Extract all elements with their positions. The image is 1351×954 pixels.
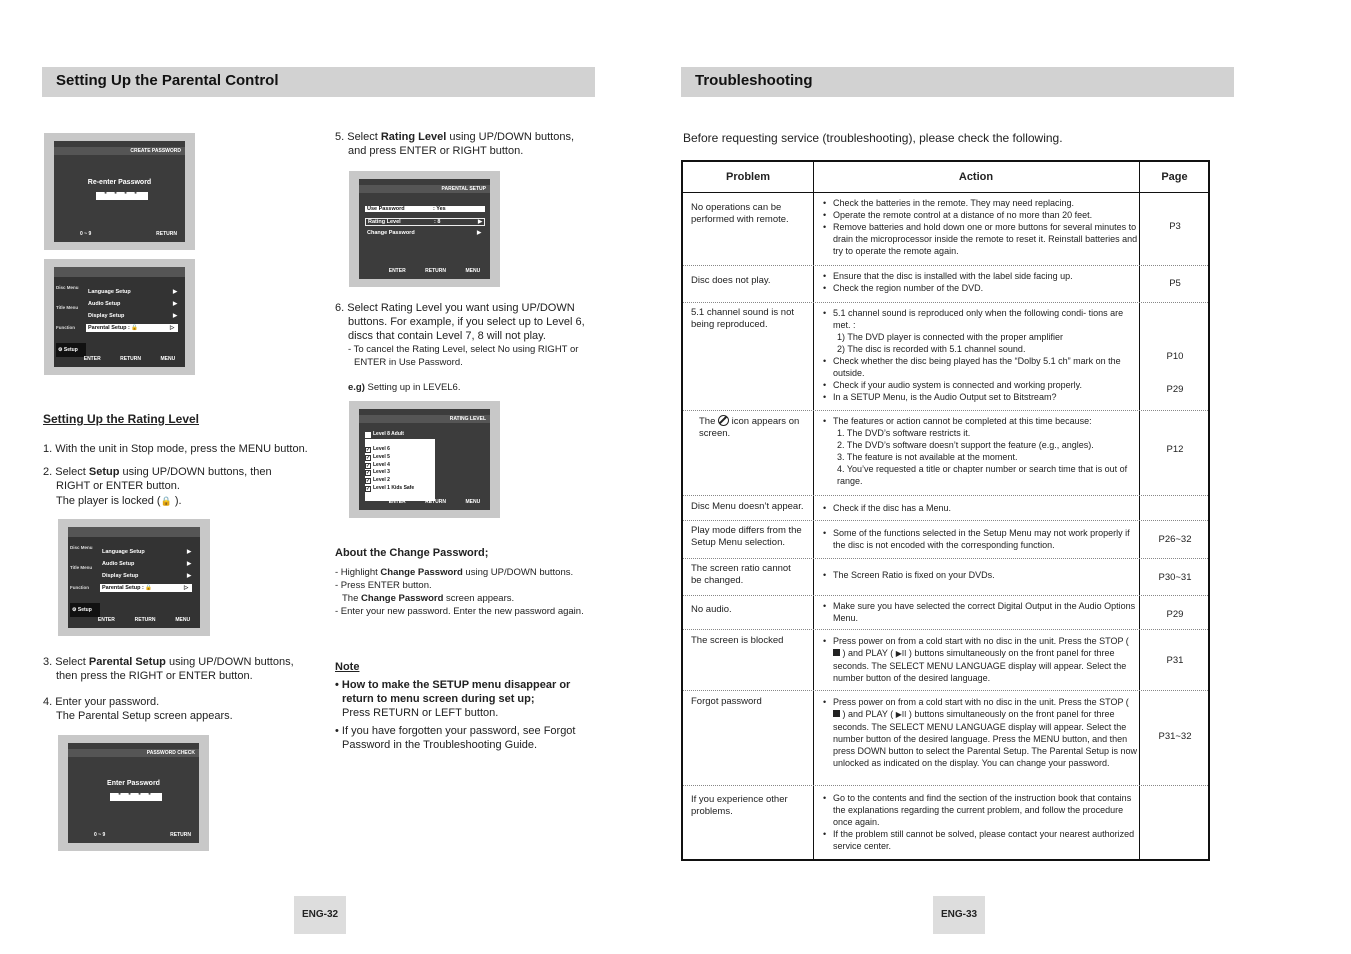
screen-bar: PASSWORD CHECK — [68, 749, 199, 757]
checked-box-icon: ✓ — [366, 478, 371, 485]
setup-menu-screenshot-2 — [58, 519, 210, 636]
table-row: Play mode differs from the Setup Menu selection. • Some of the functions selected in the Setup Menu may not work properly if the disc is not encoded with the corresponding function. P26~32 — [683, 520, 1208, 558]
checked-box-icon: ✓ — [366, 470, 371, 477]
screen-label: Re-enter Password — [87, 179, 152, 186]
unchecked-box-icon — [365, 440, 371, 446]
table-row: The screen is blocked • Press power on from a cold start with no disc in the unit. Press the STOP ( ) and PLAY ( ▶II ) buttons simultaneously on the front panel for three seconds. The SELECT MENU LANGUAGE display will appear. Select the number button of the desired language. P31 — [683, 629, 1208, 690]
table-row: Disc does not play. • Ensure that the disc is installed with the label side facing up. • Check the region number of the DVD. P5 — [683, 265, 1208, 302]
rating-level-heading: Setting Up the Rating Level — [43, 412, 200, 426]
rating-level-list — [363, 431, 443, 493]
menu-display-setup: Display Setup ▶ — [88, 313, 178, 319]
table-row: If you experience other problems. • Go to the contents and find the section of the instruction book that contains the explanations regarding the current problem, and follow the procedure once again. • If the problem still cannot be solved, please contact your nearest authorized service center. — [683, 785, 1208, 859]
lock-icon: 🔒 — [131, 325, 139, 331]
rating-level-item: ✓ Level 5 — [366, 454, 390, 462]
table-row: No operations can be performed with remote. • Check the batteries in the remote. They may need replacing. • Operate the remote control at a distance of no more than 20 feet. • Remove batteries and hold down one or more buttons for several minutes to drain the microprocessor inside the remote to reset it. Reinstall batteries and try to operate the remote again. P3 — [683, 192, 1208, 265]
table-row: Forgot password • Press power on from a cold start with no disc in the unit. Press the STOP ( ) and PLAY ( ▶II ) buttons simultaneously on the front panel for three seconds. The SELECT MENU LANGUAGE display will appear. Select the number button of the desired language. Press the MENU button, and then press DOWN button to select the Parental Setup. The Parental Setup is now unlocked as indicated on the display. You can change your password. P31~32 — [683, 690, 1208, 785]
menu-hint: MENU — [465, 499, 481, 505]
password-field: * * * * — [110, 793, 162, 801]
return-hint: RETURN — [120, 356, 142, 362]
step-6: 6. Select Rating Level you want using UP/DOWN buttons. For example, if you select up to Level 6, discs that contain Level 7, 8 will not play. - To cancel the Rating Level, select No using RIGHT or ENTER in Use Password. — [335, 302, 585, 368]
return-hint: RETURN — [156, 231, 177, 237]
create-password-screenshot — [44, 133, 195, 250]
table-row: Disc Menu doesn’t appear. • Check if the disc has a Menu. — [683, 495, 1208, 520]
header-problem: Problem — [725, 171, 770, 183]
side-title-menu: Title Menu — [56, 305, 79, 310]
row-rating-level: Rating Level : 8 ▶ — [365, 218, 485, 226]
troubleshooting-table — [681, 160, 1210, 861]
example-note: e.g) Setting up in LEVEL6. — [348, 382, 461, 393]
screen-label: Enter Password — [107, 780, 160, 787]
rating-level-item: ✓ Level 2 — [366, 477, 390, 485]
lock-icon: 🔒 — [145, 585, 153, 591]
unchecked-box-icon — [365, 432, 371, 438]
page-title-parental: Setting Up the Parental Control — [42, 67, 595, 97]
rating-level-item: ✓ Level 6 — [366, 446, 390, 454]
menu-audio-setup: Audio Setup ▶ — [102, 561, 192, 567]
stop-icon — [833, 710, 840, 717]
return-hint: RETURN — [425, 268, 447, 274]
checked-box-icon: ✓ — [366, 447, 371, 454]
change-password-steps: - Highlight Change Password using UP/DOWN buttons. - Press ENTER button. The Change Password screen appears. - Enter your new password. Enter the new password again. — [335, 567, 584, 617]
side-disc-menu: Disc Menu — [56, 285, 79, 290]
note-body: • How to make the SETUP menu disappear or return to menu screen during set up; Press RETURN or LEFT button. • If you have forgotten your password, see Forgot Password in the Troubleshooting Guide. — [335, 679, 576, 751]
menu-hint: MENU — [160, 356, 176, 362]
page-number-left: ENG-32 — [294, 896, 346, 934]
rating-level-item: ✓ Level 4 — [366, 461, 390, 469]
step-3: 3. Select Parental Setup using UP/DOWN buttons, then press the RIGHT or ENTER button. — [43, 656, 294, 682]
side-setup: ⚙ Setup — [70, 603, 100, 617]
menu-parental-setup: Parental Setup : 🔒 ▷ — [100, 584, 192, 592]
side-disc-menu: Disc Menu — [70, 545, 93, 550]
enter-hint: ENTER — [97, 617, 115, 623]
checked-box-icon: ✓ — [366, 462, 371, 469]
page-title-troubleshooting: Troubleshooting — [681, 67, 1234, 97]
rating-level-screenshot — [349, 401, 500, 518]
gear-icon: ⚙ — [58, 347, 63, 353]
play-pause-icon: ▶II — [895, 649, 907, 658]
menu-hint: MENU — [465, 268, 481, 274]
rating-level-item: Level 8 Adult — [363, 431, 443, 439]
table-row: 5.1 channel sound is not being reproduced. • 5.1 channel sound is reproduced only when the following condi- tions are met. : 1) The DVD player is connected with the proper amplifier 2) The disc is recorded with 5.1 channel sound. • Check whether the disc being played has the “Dolby 5.1 ch” mark on the outside. • Check if your audio system is connected and working properly. • In a SETUP Menu, is the Audio Output set to Bitstream? P10 P29 — [683, 302, 1208, 410]
header-page: Page — [1161, 171, 1188, 183]
rating-level-item: Level 7 — [363, 439, 443, 447]
password-field: * * * * — [96, 192, 148, 200]
side-setup: ⚙ Setup — [56, 343, 86, 357]
enter-hint: ENTER — [83, 356, 101, 362]
password-check-screenshot — [58, 735, 209, 851]
prohibited-icon — [718, 415, 729, 426]
change-password-heading: About the Change Password; — [335, 547, 489, 559]
parental-setup-screenshot — [349, 171, 500, 287]
digit-hint: 0 ~ 9 — [80, 231, 92, 237]
table-row: The screen ratio cannot be changed. • The Screen Ratio is fixed on your DVDs. P30~31 — [683, 558, 1208, 595]
screen-bar: PARENTAL SETUP — [359, 185, 490, 193]
menu-language-setup: Language Setup ▶ — [102, 549, 192, 555]
play-pause-icon: ▶II — [895, 710, 907, 719]
screen-bar: CREATE PASSWORD — [54, 147, 185, 155]
step-1: 1. With the unit in Stop mode, press the MENU button. — [43, 443, 308, 455]
step-5: 5. Select Rating Level using UP/DOWN buttons, and press ENTER or RIGHT button. — [335, 131, 575, 157]
menu-display-setup: Display Setup ▶ — [102, 573, 192, 579]
enter-hint: ENTER — [388, 499, 406, 505]
row-change-password: Change Password ▶ — [367, 230, 482, 236]
rating-level-item: ✓ Level 3 — [366, 469, 390, 477]
intro-text: Before requesting service (troubleshooting), please check the following. — [683, 131, 1063, 145]
header-action: Action — [958, 171, 994, 183]
return-hint: RETURN — [170, 832, 191, 838]
lock-icon: 🔒 — [160, 496, 172, 506]
side-function: Function — [70, 585, 89, 590]
return-hint: RETURN — [134, 617, 156, 623]
enter-hint: ENTER — [388, 268, 406, 274]
screen-bar: RATING LEVEL — [359, 415, 490, 423]
table-row: The icon appears on screen. • The features or action cannot be completed at this time because: 1. The DVD’s software restricts it. 2. The DVD’s software doesn’t support the feature (e.g., angles). 3. The feature is not available at the moment. 4. You’ve requested a title or chapter number or search time that is out of range. P12 — [683, 410, 1208, 495]
menu-language-setup: Language Setup ▶ — [88, 289, 178, 295]
side-function: Function — [56, 325, 75, 330]
page-number-right: ENG-33 — [933, 896, 985, 934]
menu-audio-setup: Audio Setup ▶ — [88, 301, 178, 307]
menu-hint: MENU — [175, 617, 191, 623]
row-use-password: Use Password : Yes — [365, 206, 485, 212]
checked-box-icon: ✓ — [366, 485, 371, 492]
return-hint: RETURN — [425, 499, 447, 505]
gear-icon: ⚙ — [72, 607, 77, 613]
digit-hint: 0 ~ 9 — [94, 832, 106, 838]
table-row: No audio. • Make sure you have selected the correct Digital Output in the Audio Options Menu. P29 — [683, 595, 1208, 629]
step-2: 2. Select Setup using UP/DOWN buttons, then RIGHT or ENTER button. The player is locked (🔒 ). — [43, 466, 272, 507]
setup-menu-screenshot — [44, 259, 195, 375]
checked-box-icon: ✓ — [366, 455, 371, 462]
step-4: 4. Enter your password. The Parental Setup screen appears. — [43, 696, 233, 722]
note-heading: Note — [335, 661, 360, 673]
side-title-menu: Title Menu — [70, 565, 93, 570]
stop-icon — [833, 649, 840, 656]
rating-level-item: ✓ Level 1 Kids Safe — [366, 484, 415, 492]
menu-parental-setup: Parental Setup : 🔒 ▷ — [86, 324, 178, 332]
